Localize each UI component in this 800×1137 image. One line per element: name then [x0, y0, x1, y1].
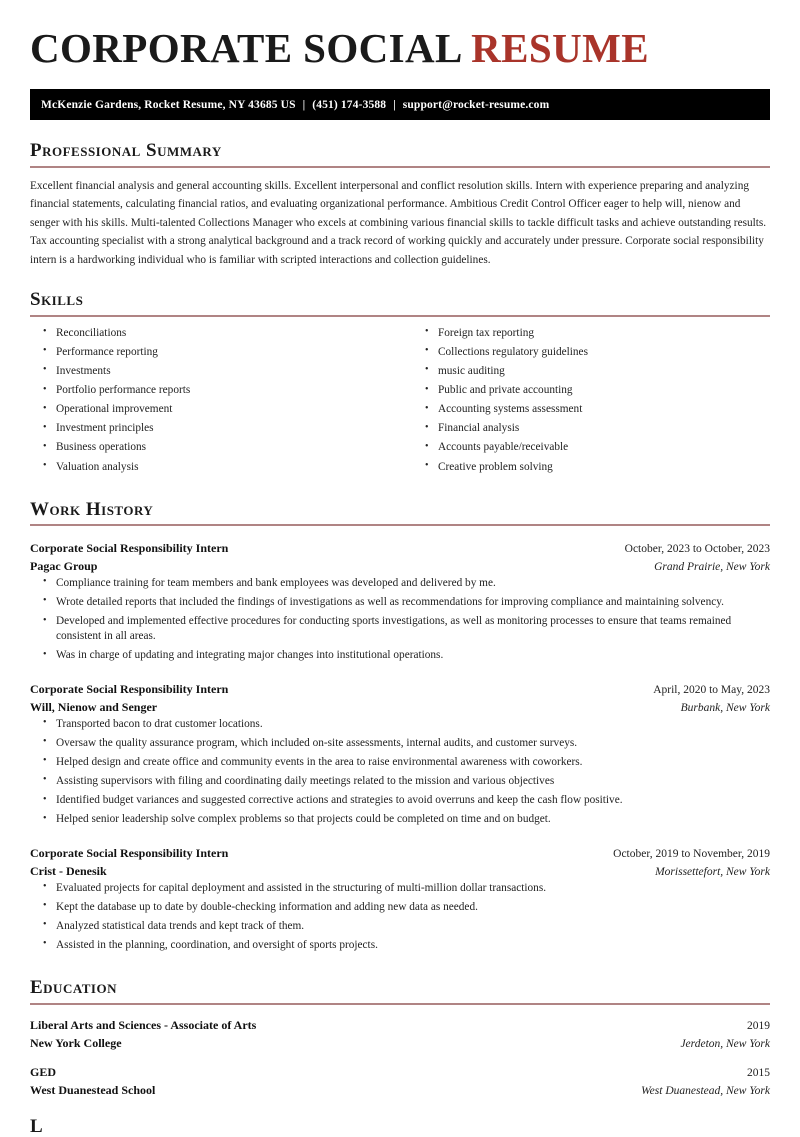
education-year: 2015	[747, 1067, 770, 1080]
list-item: • Analyzed statistical data trends and kept track of them.	[56, 919, 770, 938]
education-school-row	[30, 1035, 770, 1053]
skills-column-right	[400, 326, 770, 479]
job-bullet-list	[30, 576, 770, 667]
section-heading-clipped: L	[30, 1115, 44, 1137]
list-item: • Oversaw the quality assurance program, which included on-site assessments, internal audits, and customer surveys.	[56, 736, 770, 755]
list-item: • Transported bacon to drat customer locations.	[56, 717, 770, 736]
education-location: West Duanestead, New York	[641, 1084, 770, 1097]
contact-bar	[30, 89, 770, 120]
job-location: Morissettefort, New York	[655, 865, 770, 878]
list-item: • Assisted in the planning, coordination, and oversight of sports projects.	[56, 938, 770, 957]
work-history-entry	[30, 681, 770, 831]
list-item: • Evaluated projects for capital deployment and assisted in the structuring of multi-million dollar transactions.	[56, 881, 770, 900]
education-degree: GED	[30, 1065, 57, 1080]
list-item: • Wrote detailed reports that included the findings of investigations as well as recommendations for improving compliance and maintaining solvency.	[56, 595, 770, 614]
education-degree-row	[30, 1017, 770, 1035]
section-heading-skills: Skills	[30, 288, 84, 310]
education-year: 2019	[747, 1019, 770, 1032]
list-item: • Investment principles	[56, 421, 400, 440]
contact-address: McKenzie Gardens, Rocket Resume, NY 43685 US	[41, 98, 296, 111]
skills-list-right	[412, 326, 770, 479]
list-item: • Business operations	[56, 440, 400, 459]
section-heading-summary: Professional Summary	[30, 140, 222, 162]
job-bullet-list	[30, 717, 770, 832]
list-item: • Developed and implemented effective procedures for conducting sports investigations, as well as monitoring processes to ensure that teams remained consistent in all areas.	[56, 614, 770, 648]
list-item: • Helped design and create office and community events in the area to raise environmental awareness with coworkers.	[56, 755, 770, 774]
job-title-row	[30, 845, 770, 863]
skills-list-left	[30, 326, 400, 479]
job-title-row	[30, 540, 770, 558]
list-item: • Collections regulatory guidelines	[438, 345, 770, 364]
job-location: Grand Prairie, New York	[654, 561, 770, 574]
list-item: • Operational improvement	[56, 402, 400, 421]
job-company-row	[30, 863, 770, 881]
contact-email[interactable]: support@rocket-resume.com	[402, 98, 550, 111]
education-school: New York College	[30, 1035, 122, 1050]
resume-title	[30, 0, 770, 70]
job-title: Corporate Social Responsibility Intern	[30, 846, 229, 861]
list-item: • Creative problem solving	[438, 460, 770, 479]
education-degree: Liberal Arts and Sciences - Associate of Arts	[30, 1017, 257, 1032]
list-item: • Foreign tax reporting	[438, 326, 770, 345]
section-education	[30, 977, 770, 1100]
job-title: Corporate Social Responsibility Intern	[30, 541, 229, 556]
list-item: • Public and private accounting	[438, 383, 770, 402]
section-professional-summary	[30, 140, 770, 269]
education-entry	[30, 1064, 770, 1099]
contact-phone[interactable]: (451) 174-3588	[312, 98, 387, 111]
section-rule-education	[30, 1003, 770, 1005]
job-company: Crist - Denesik	[30, 863, 107, 878]
list-item: • Performance reporting	[56, 345, 400, 364]
job-company-row	[30, 699, 770, 717]
job-company: Pagac Group	[30, 559, 98, 574]
contact-separator-2: |	[393, 98, 396, 111]
job-company-row	[30, 558, 770, 576]
list-item: • Reconciliations	[56, 326, 400, 345]
job-dates: April, 2020 to May, 2023	[653, 684, 770, 697]
list-item: • Identified budget variances and suggested corrective actions and strategies to avoid overruns and keep the cash flow positive.	[56, 793, 770, 812]
job-dates: October, 2023 to October, 2023	[624, 543, 770, 556]
work-history-entry	[30, 540, 770, 667]
section-rule-work-history	[30, 524, 770, 526]
job-company: Will, Nienow and Senger	[30, 699, 158, 714]
section-skills	[30, 289, 770, 479]
section-rule-summary	[30, 166, 770, 168]
job-title-row	[30, 681, 770, 699]
list-item: • Kept the database up to date by double-checking information and adding new data as needed.	[56, 900, 770, 919]
job-title: Corporate Social Responsibility Intern	[30, 682, 229, 697]
list-item: • Investments	[56, 364, 400, 383]
job-location: Burbank, New York	[680, 701, 770, 714]
summary-text: Excellent financial analysis and general accounting skills. Excellent interpersonal and conflict resolution skills. Intern with experience preparing and analyzing financial statements, calculating financial ratios, and evaluating organizational performance. Ambitious Credit Control Officer eager to help will, nienow and senger with his skills. Multi-talented Collections Manager who excels at combining various financial skills to tackle difficult tasks and achieve outstanding results. Tax accounting specialist with a strong analytical background and a track record of working quickly and accurately under pressure. Corporate social responsibility intern is a hardworking individual who is familiar with scripted interactions and collection guidelines.	[30, 179, 767, 266]
contact-separator-1: |	[302, 98, 306, 111]
list-item: • Accounting systems assessment	[438, 402, 770, 421]
list-item: • Was in charge of updating and integrating major changes into institutional operations.	[56, 648, 770, 667]
list-item: • Accounts payable/receivable	[438, 440, 770, 459]
work-history-entry	[30, 845, 770, 957]
resume-title-main: CORPORATE SOCIAL	[30, 25, 472, 71]
list-item: • music auditing	[438, 364, 770, 383]
list-item: • Compliance training for team members and bank employees was developed and delivered by me.	[56, 576, 770, 595]
job-dates: October, 2019 to November, 2019	[613, 848, 770, 861]
education-degree-row	[30, 1064, 770, 1082]
resume-title-accent: RESUME	[471, 25, 649, 71]
skills-columns	[30, 326, 770, 479]
section-heading-education: Education	[30, 977, 117, 999]
skills-column-left	[30, 326, 400, 479]
job-bullet-list	[30, 881, 770, 957]
education-entry	[30, 1017, 770, 1052]
education-school-row	[30, 1082, 770, 1100]
section-rule-skills	[30, 315, 770, 317]
section-work-history	[30, 499, 770, 957]
list-item: • Financial analysis	[438, 421, 770, 440]
education-school: West Duanestead School	[30, 1082, 156, 1097]
list-item: • Assisting supervisors with filing and coordinating daily meetings related to the mission and various objectives	[56, 774, 770, 793]
list-item: • Portfolio performance reports	[56, 383, 400, 402]
education-location: Jerdeton, New York	[680, 1037, 770, 1050]
section-heading-work-history: Work History	[30, 498, 154, 520]
list-item: • Helped senior leadership solve complex problems so that projects could be completed on time and on budget.	[56, 812, 770, 831]
list-item: • Valuation analysis	[56, 460, 400, 479]
